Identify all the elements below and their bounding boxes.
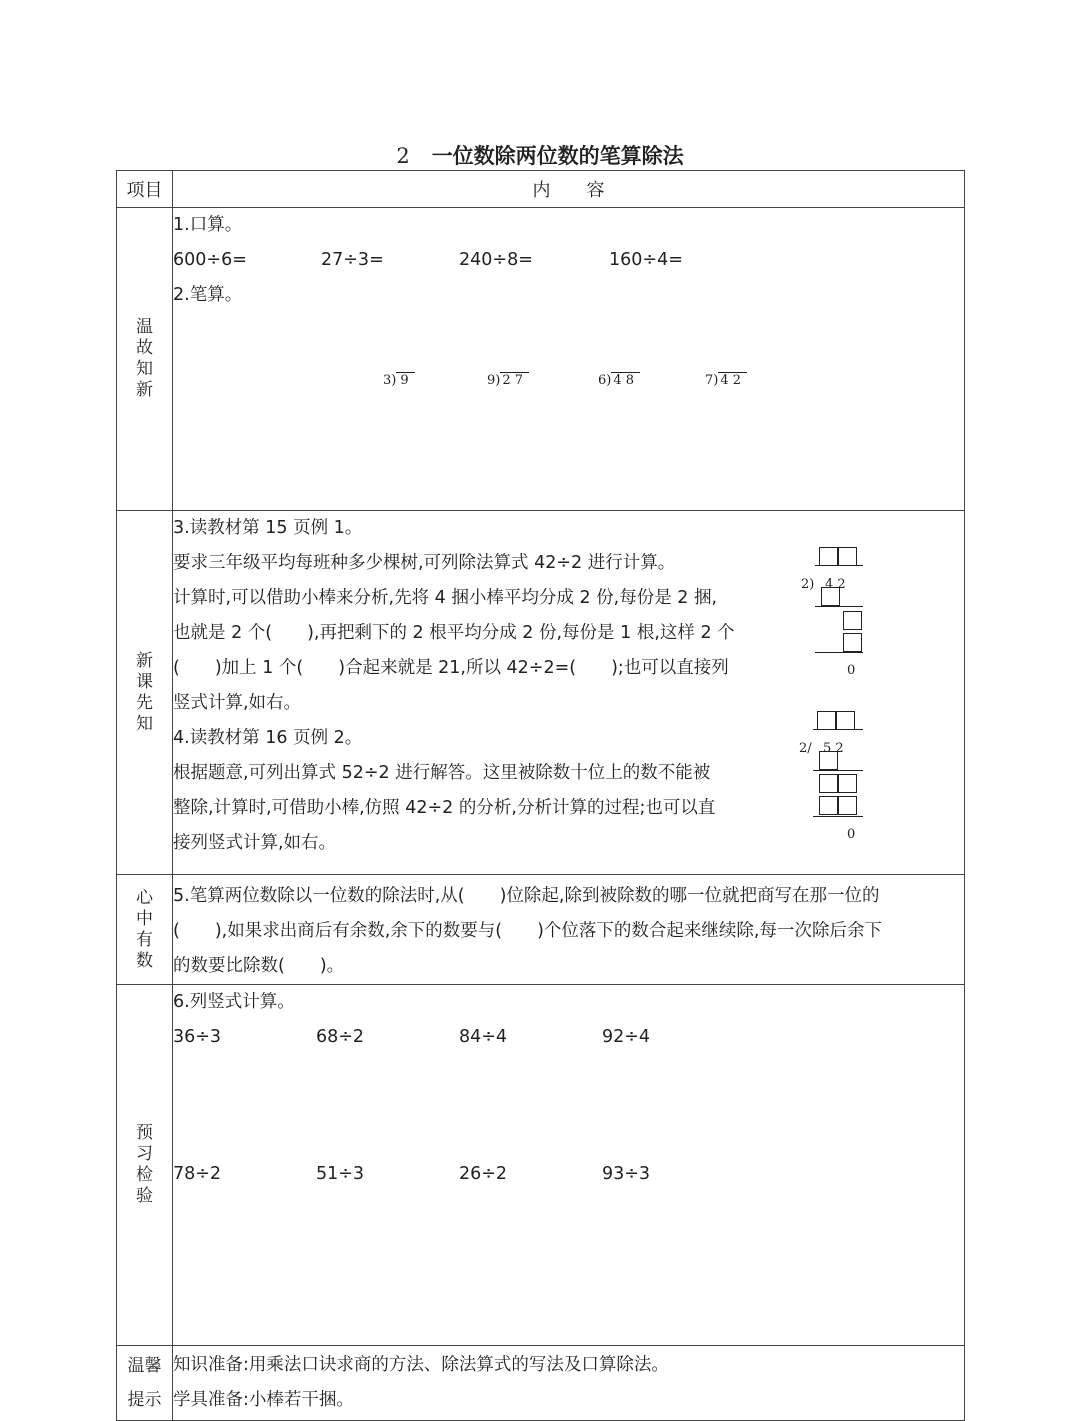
text-line: 整除,计算时,可借助小棒,仿照 42÷2 的分析,分析计算的过程;也可以直 xyxy=(173,798,716,818)
section-practice xyxy=(117,985,965,1346)
practice-item: 36÷3 xyxy=(173,1027,222,1047)
label-preview: 新 课 先 知 xyxy=(117,511,173,875)
long-division-3: 6) 4 8 xyxy=(598,363,640,398)
text-line: 也就是 2 个( ),再把剩下的 2 根平均分成 2 份,每份是 1 根,这样 2 个 xyxy=(173,623,735,643)
worksheet-table xyxy=(116,170,965,1421)
header-col-content: 内 容 xyxy=(173,171,965,208)
oral-item: 27÷3= xyxy=(321,250,384,270)
practice-row-2 xyxy=(173,1157,964,1192)
page-title xyxy=(0,140,1080,170)
answer-box[interactable] xyxy=(838,774,857,793)
oral-item: 240÷8= xyxy=(459,250,533,270)
practice-item: 84÷4 xyxy=(459,1027,508,1047)
text-line: 接列竖式计算,如右。 xyxy=(173,833,337,853)
q6-title: 6.列竖式计算。 xyxy=(173,992,295,1012)
practice-item: 26÷2 xyxy=(459,1164,508,1184)
section-tips xyxy=(117,1346,965,1421)
content-practice xyxy=(173,985,965,1346)
answer-box[interactable] xyxy=(838,547,857,566)
oral-row xyxy=(173,243,964,278)
text-line: ( ),如果求出商后有余数,余下的数要与( )个位落下的数合起来继续除,每一次除后余下 xyxy=(173,921,882,941)
answer-box[interactable] xyxy=(819,751,838,770)
answer-box[interactable] xyxy=(817,711,836,730)
section-summary xyxy=(117,875,965,985)
text-line: ( )加上 1 个( )合起来就是 21,所以 42÷2=( );也可以直接列 xyxy=(173,658,729,678)
practice-item: 68÷2 xyxy=(316,1027,365,1047)
answer-box[interactable] xyxy=(843,633,862,652)
title-text: 一位数除两位数的笔算除法 xyxy=(431,144,684,168)
practice-item: 78÷2 xyxy=(173,1164,222,1184)
header-row xyxy=(117,171,965,208)
text-line: 知识准备:用乘法口诀求商的方法、除法算式的写法及口算除法。 xyxy=(173,1355,669,1375)
text-line: 3.读教材第 15 页例 1。 xyxy=(173,518,363,538)
answer-box[interactable] xyxy=(843,611,862,630)
q2-title: 2.笔算。 xyxy=(173,285,243,305)
long-division-diagram-1: 2) 4 2 0 xyxy=(801,545,871,675)
practice-row-1 xyxy=(173,1020,964,1055)
text-line: 5.笔算两位数除以一位数的除法时,从( )位除起,除到被除数的哪一位就把商写在那一位的 xyxy=(173,886,880,906)
answer-box[interactable] xyxy=(836,711,855,730)
practice-item: 92÷4 xyxy=(602,1027,651,1047)
text-line: 的数要比除数( )。 xyxy=(173,956,345,976)
long-division-1: 3) 9 xyxy=(383,363,415,398)
header-col-item: 项目 xyxy=(117,171,173,208)
text-line: 4.读教材第 16 页例 2。 xyxy=(173,728,363,748)
section-preview xyxy=(117,511,965,875)
content-review xyxy=(173,208,965,511)
q1-title: 1.口算。 xyxy=(173,215,243,235)
answer-box[interactable] xyxy=(838,796,857,815)
answer-box[interactable] xyxy=(819,796,838,815)
long-division-2: 9) 2 7 xyxy=(487,363,529,398)
content-preview xyxy=(173,511,965,875)
content-summary xyxy=(173,875,965,985)
answer-box[interactable] xyxy=(819,547,838,566)
text-line: 学具准备:小棒若干捆。 xyxy=(173,1390,354,1410)
label-review: 温 故 知 新 xyxy=(117,208,173,511)
answer-box[interactable] xyxy=(821,587,840,606)
title-number: 2 xyxy=(396,144,410,168)
text-line: 竖式计算,如右。 xyxy=(173,693,302,713)
label-tips: 温馨 提示 xyxy=(117,1346,173,1421)
oral-item: 160÷4= xyxy=(609,250,683,270)
text-line: 要求三年级平均每班种多少棵树,可列除法算式 42÷2 进行计算。 xyxy=(173,553,676,573)
practice-item: 51÷3 xyxy=(316,1164,365,1184)
text-line: 计算时,可以借助小棒来分析,先将 4 捆小棒平均分成 2 份,每份是 2 捆, xyxy=(173,588,718,608)
long-division-4: 7) 4 2 xyxy=(705,363,747,398)
text-line: 根据题意,可列出算式 52÷2 进行解答。这里被除数十位上的数不能被 xyxy=(173,763,711,783)
label-summary: 心 中 有 数 xyxy=(117,875,173,985)
label-practice: 预 习 检 验 xyxy=(117,985,173,1346)
answer-box[interactable] xyxy=(819,774,838,793)
oral-item: 600÷6= xyxy=(173,250,247,270)
content-tips xyxy=(173,1346,965,1421)
section-review xyxy=(117,208,965,511)
long-division-diagram-2: 2/ 5 2 0 xyxy=(799,709,871,839)
practice-item: 93÷3 xyxy=(602,1164,651,1184)
